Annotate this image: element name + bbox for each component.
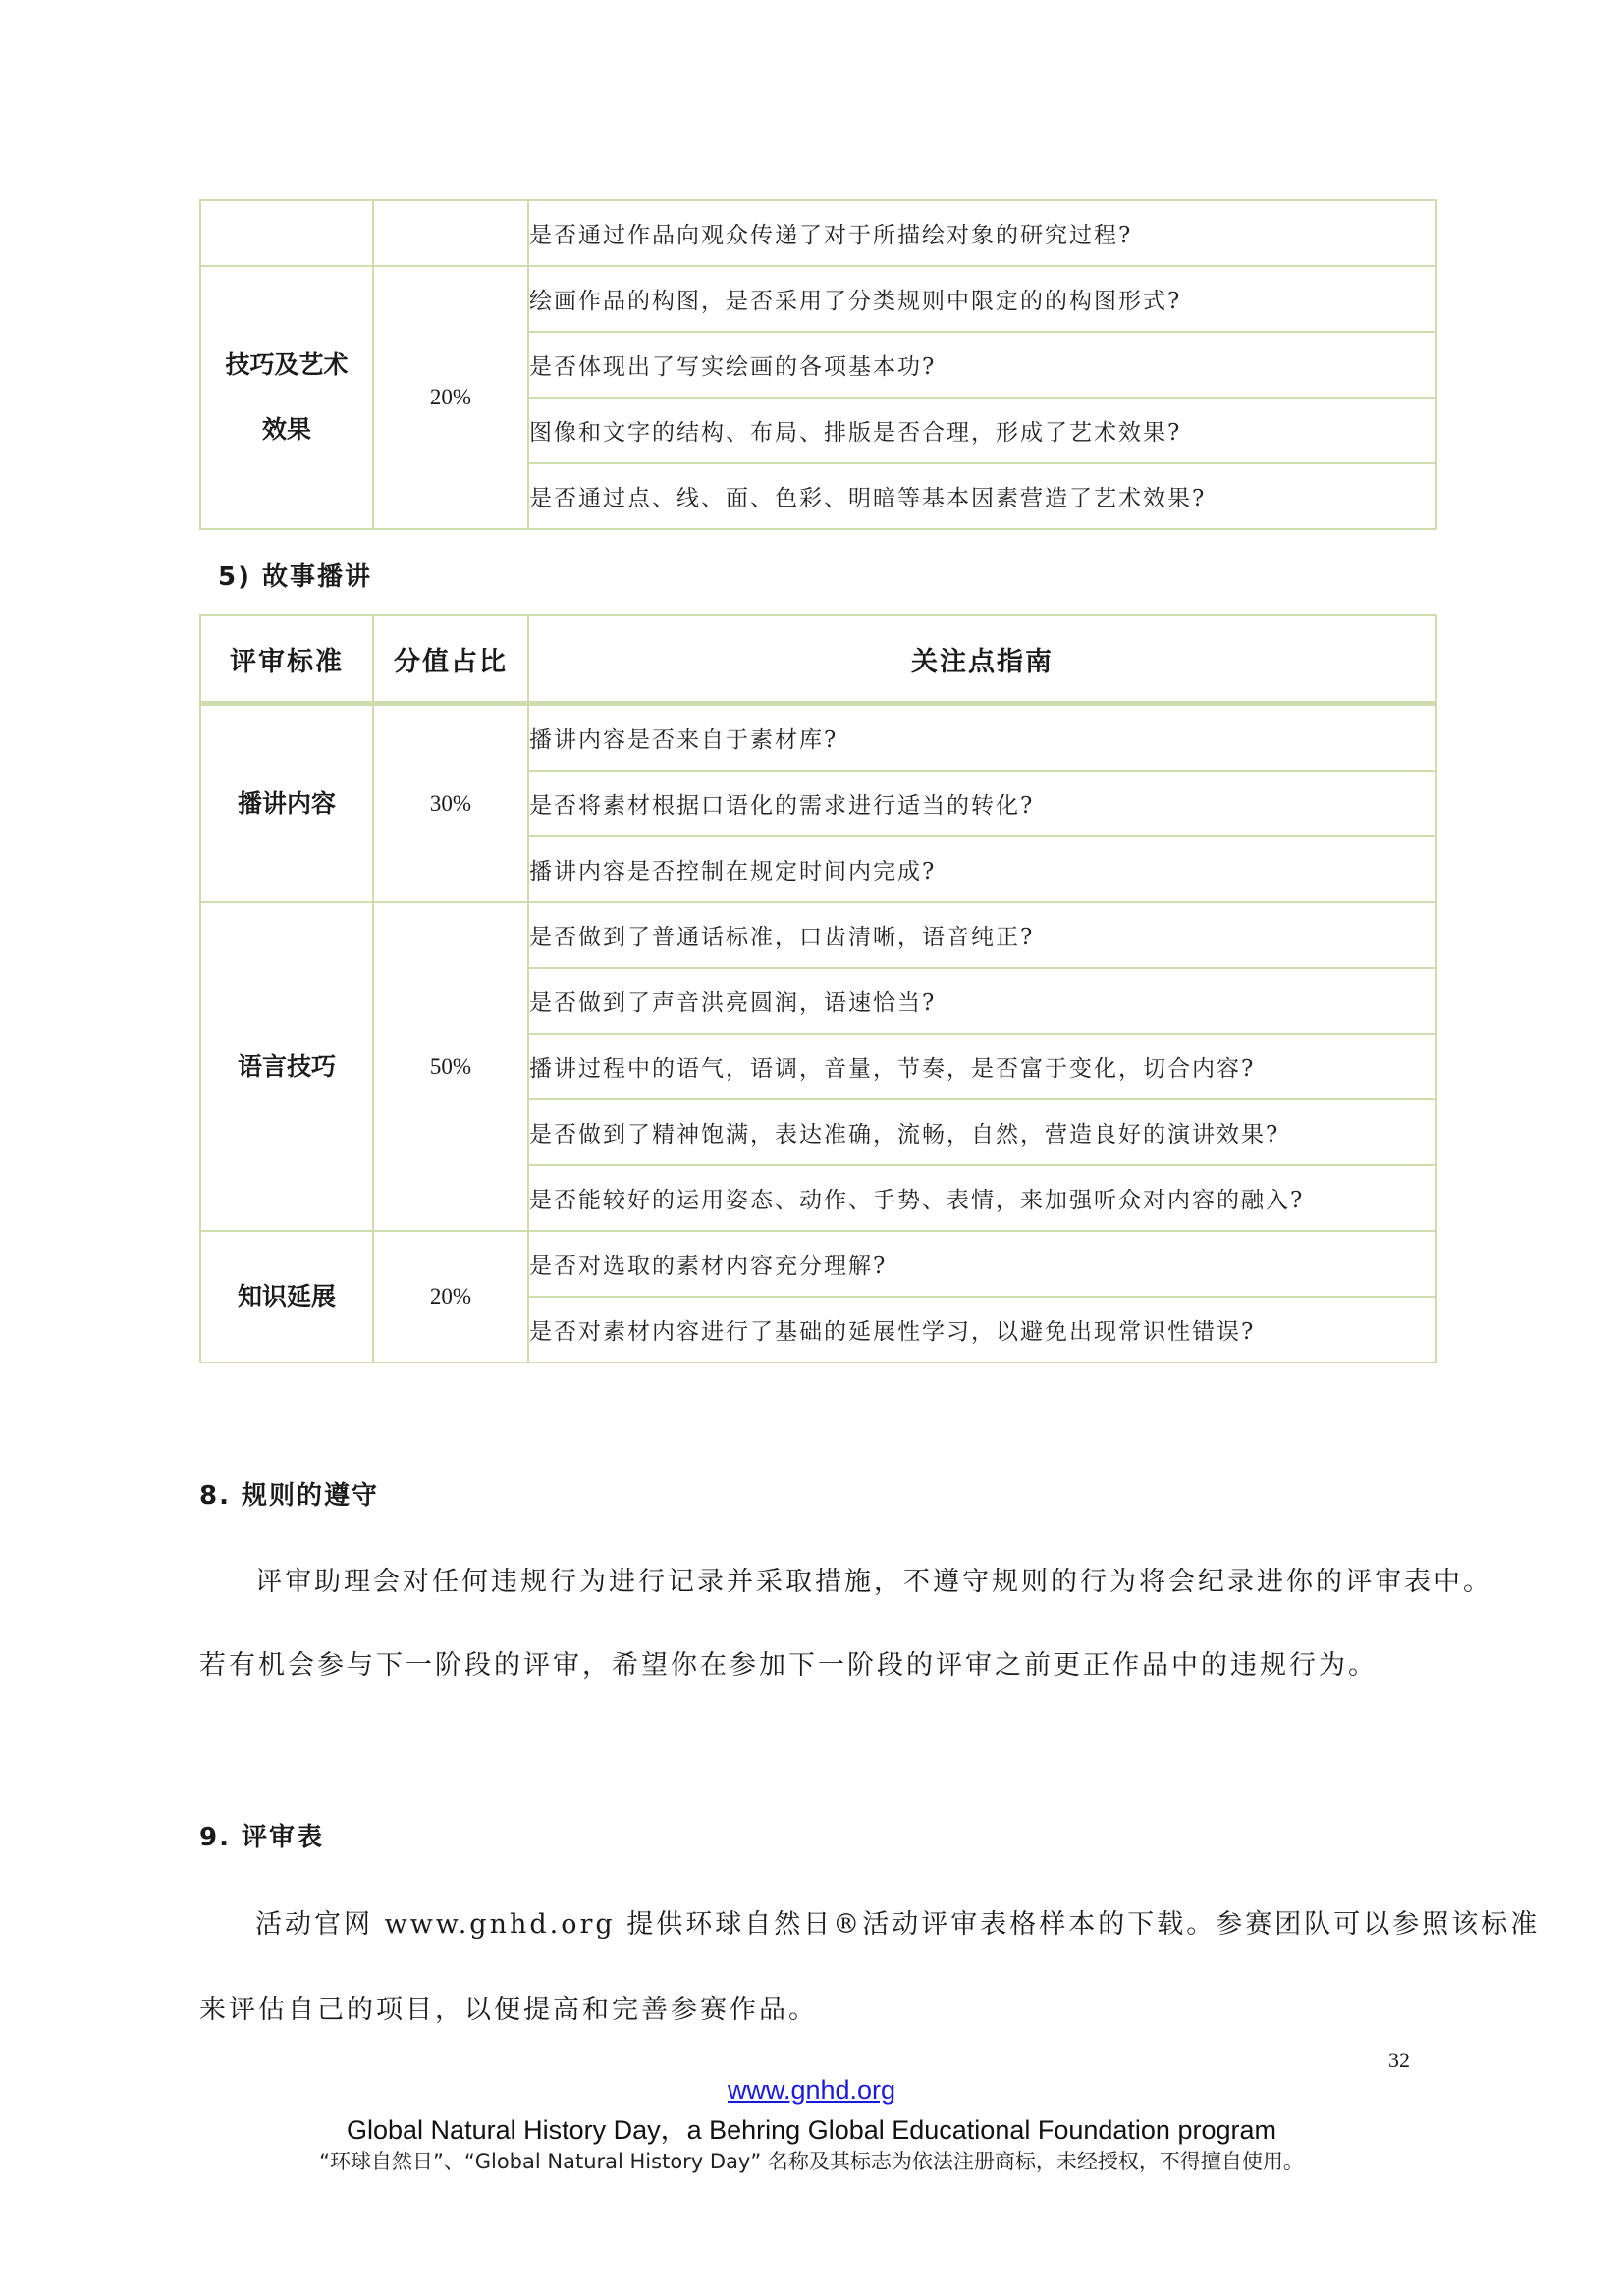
focus-point: 是否通过作品向观众传递了对于所描绘对象的研究过程?: [528, 200, 1436, 266]
website-link[interactable]: www.gnhd.org: [727, 2075, 896, 2105]
storytelling-criteria-table: [199, 614, 1437, 1363]
art-criteria-table: [199, 199, 1437, 530]
focus-point: 播讲过程中的语气，语调，音量，节奏，是否富于变化，切合内容?: [528, 1034, 1436, 1099]
paragraph-line: 活动官网 www.gnhd.org 提供环球自然日®活动评审表格样本的下载。参赛团队可以参照该标准: [255, 1909, 1541, 1940]
paragraph-line: 来评估自己的项目，以便提高和完善参赛作品。: [199, 1995, 818, 2025]
focus-point: 绘画作品的构图，是否采用了分类规则中限定的的构图形式?: [528, 266, 1436, 332]
focus-point: 播讲内容是否来自于素材库?: [528, 704, 1436, 772]
criterion-cell: 语言技巧: [200, 902, 373, 1231]
focus-point: 是否对选取的素材内容充分理解?: [528, 1231, 1436, 1297]
paragraph-line: 若有机会参与下一阶段的评审，希望你在参加下一阶段的评审之前更正作品中的违规行为。: [199, 1650, 1378, 1681]
score-cell: 20%: [373, 266, 528, 529]
column-header: 分值占比: [373, 615, 528, 704]
table-row: [200, 266, 1436, 332]
paragraph-line: 评审助理会对任何违规行为进行记录并采取措施，不遵守规则的行为将会纪录进你的评审表中。: [255, 1567, 1492, 1597]
focus-point: 是否通过点、线、面、色彩、明暗等基本因素营造了艺术效果?: [528, 463, 1436, 529]
footer-trademark-notice: “环球自然日”、“Global Natural History Day” 名称及其标志为依法注册商标，未经授权，不得擅自使用。: [319, 2150, 1304, 2173]
criterion-cell: [200, 200, 373, 266]
table-row: [200, 1231, 1436, 1297]
table-row: [200, 200, 1436, 266]
column-header: 关注点指南: [528, 615, 1436, 704]
table-header-row: [200, 615, 1436, 704]
criterion-label-line: 效果: [261, 415, 311, 444]
focus-point: 图像和文字的结构、布局、排版是否合理，形成了艺术效果?: [528, 398, 1436, 463]
score-cell: [373, 200, 528, 266]
focus-point: 是否做到了声音洪亮圆润，语速恰当?: [528, 968, 1436, 1034]
score-cell: 30%: [373, 704, 528, 903]
page-number: 32: [1388, 2048, 1410, 2072]
criterion-cell: [200, 266, 373, 529]
focus-point: 是否做到了普通话标准，口齿清晰，语音纯正?: [528, 902, 1436, 968]
criterion-cell: 知识延展: [200, 1231, 373, 1362]
section-heading: 9. 评审表: [199, 1823, 325, 1852]
section-heading: 8. 规则的遵守: [199, 1481, 380, 1511]
column-header: 评审标准: [200, 615, 373, 704]
criterion-label-line: 技巧及艺术: [225, 350, 349, 379]
score-cell: 20%: [373, 1231, 528, 1362]
focus-point: 是否能较好的运用姿态、动作、手势、表情，来加强听众对内容的融入?: [528, 1165, 1436, 1231]
focus-point: 是否对素材内容进行了基础的延展性学习，以避免出现常识性错误?: [528, 1297, 1436, 1362]
table-row: [200, 704, 1436, 772]
footer-program-line: Global Natural History Day，a Behring Global Educational Foundation program: [347, 2115, 1276, 2145]
score-cell: 50%: [373, 902, 528, 1231]
focus-point: 是否体现出了写实绘画的各项基本功?: [528, 332, 1436, 398]
focus-point: 是否做到了精神饱满，表达准确，流畅，自然，营造良好的演讲效果?: [528, 1099, 1436, 1165]
focus-point: 是否将素材根据口语化的需求进行适当的转化?: [528, 771, 1436, 836]
focus-point: 播讲内容是否控制在规定时间内完成?: [528, 836, 1436, 902]
table-row: [200, 902, 1436, 968]
footer-url: [0, 2075, 1623, 2106]
section-heading: 5) 故事播讲: [218, 562, 373, 592]
criterion-cell: 播讲内容: [200, 704, 373, 903]
